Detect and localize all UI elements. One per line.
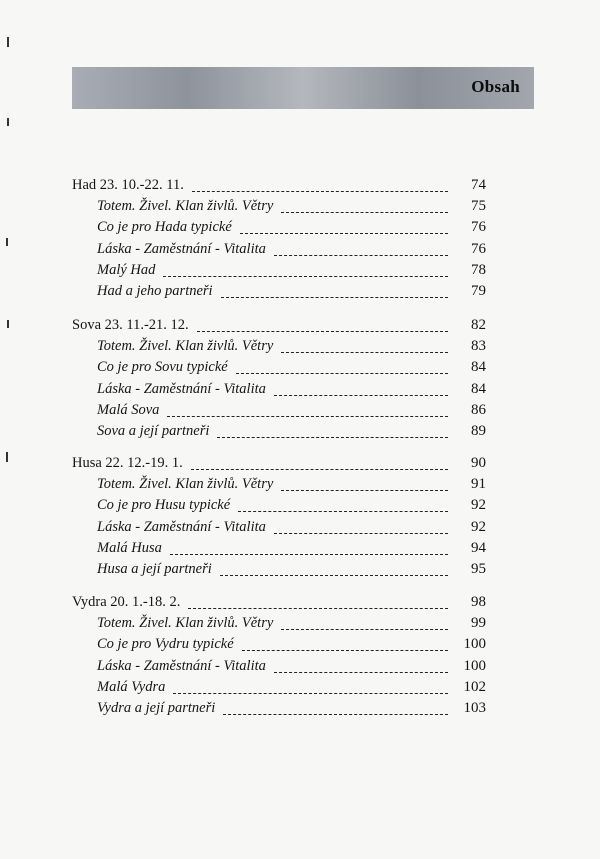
toc-entry-row [0, 260, 600, 282]
toc-entry-label: Co je pro Sovu typické [97, 359, 228, 376]
dot-leader [217, 437, 448, 438]
toc-entry-label: Vydra a její partneři [97, 700, 216, 716]
toc-entry-row [0, 357, 600, 379]
toc-page-number: 94 [471, 539, 486, 556]
toc-entry-row [0, 281, 600, 303]
dot-leader [173, 693, 448, 694]
dot-leader [274, 533, 448, 534]
dot-leader [163, 276, 448, 277]
toc-entry-label: Láska - Zaměstnání - Vitalita [97, 657, 266, 674]
toc-entry-row [0, 239, 600, 261]
toc-page-number: 86 [471, 401, 486, 418]
toc-section-row [0, 592, 600, 614]
dot-leader [238, 511, 448, 512]
toc-page-number: 103 [463, 700, 486, 716]
toc-page-number: 99 [471, 615, 486, 632]
toc-entry-row [0, 613, 600, 635]
toc-entry-label: Malá Husa [97, 539, 162, 556]
dot-leader [192, 191, 448, 192]
dot-leader [274, 672, 448, 673]
dot-leader [281, 212, 448, 213]
toc-entry-row [0, 698, 600, 720]
dot-leader [242, 650, 448, 651]
toc-entry-label: Malá Sova [97, 401, 160, 418]
toc-entry-row [0, 677, 600, 699]
dot-leader [191, 469, 448, 470]
toc-page-number: 75 [471, 198, 486, 215]
toc-page-number: 78 [471, 261, 486, 278]
dot-leader [274, 255, 448, 256]
toc-entry-row [0, 196, 600, 218]
toc-entry-label: Totem. Živel. Klan živlů. Větry [97, 338, 274, 355]
toc-entry-label: Malý Had [97, 261, 156, 278]
dot-leader [281, 629, 448, 630]
toc-entry-row [0, 634, 600, 656]
dot-leader [197, 331, 448, 332]
dot-leader [240, 233, 448, 234]
dot-leader [221, 297, 448, 298]
dot-leader [281, 352, 448, 353]
dot-leader [170, 554, 448, 555]
dot-leader [188, 608, 448, 609]
toc-page-number: 83 [471, 338, 486, 355]
toc-page-number: 82 [471, 317, 486, 333]
dot-leader [236, 373, 448, 374]
dot-leader [281, 490, 448, 491]
toc-entry-row [0, 379, 600, 401]
toc-page-number: 89 [471, 423, 486, 439]
toc-entry-label: Husa a její partneři [97, 561, 212, 577]
toc-entry-label: Malá Vydra [97, 678, 166, 695]
toc-page-number: 95 [471, 561, 486, 577]
toc-entry-row [0, 421, 600, 443]
toc-page-number: 92 [471, 497, 486, 514]
toc-page-number: 98 [471, 594, 486, 610]
toc-entry-label: Totem. Živel. Klan živlů. Větry [97, 615, 274, 632]
toc-entry-label: Had a jeho partneři [97, 283, 213, 299]
dot-leader [223, 714, 448, 715]
dot-leader [220, 575, 448, 576]
toc-page-number: 91 [471, 476, 486, 493]
toc-entry-row [0, 656, 600, 678]
toc-entry-label: Sova a její partneři [97, 423, 210, 439]
dot-leader [274, 395, 448, 396]
dot-leader [167, 416, 448, 417]
toc-entry-label: Láska - Zaměstnání - Vitalita [97, 240, 266, 257]
toc-page-number: 84 [471, 380, 486, 397]
toc-section-label: Sova 23. 11.-21. 12. [72, 317, 189, 333]
toc-entry-row [0, 559, 600, 581]
toc-entry-row [0, 400, 600, 422]
toc-page-number: 76 [471, 219, 486, 236]
toc-entry-label: Totem. Živel. Klan živlů. Větry [97, 476, 274, 493]
toc-section-label: Vydra 20. 1.-18. 2. [72, 594, 181, 610]
toc-section-label: Had 23. 10.-22. 11. [72, 177, 184, 193]
toc-entry-label: Totem. Živel. Klan živlů. Větry [97, 198, 274, 215]
toc-section-label: Husa 22. 12.-19. 1. [72, 455, 183, 471]
toc-entry-label: Láska - Zaměstnání - Vitalita [97, 518, 266, 535]
toc-entry-row [0, 517, 600, 539]
toc-entry-row [0, 538, 600, 560]
page-title: Obsah [471, 77, 520, 96]
toc-page-number: 76 [471, 240, 486, 257]
toc-entry-label: Láska - Zaměstnání - Vitalita [97, 380, 266, 397]
toc-entry-row [0, 336, 600, 358]
toc-page-number: 92 [471, 518, 486, 535]
toc-section-row [0, 315, 600, 337]
toc-section-row [0, 453, 600, 475]
toc-entry-label: Co je pro Vydru typické [97, 636, 234, 653]
toc-entry-label: Co je pro Hada typické [97, 219, 232, 236]
toc-page-number: 100 [463, 657, 486, 674]
toc-page-number: 84 [471, 359, 486, 376]
toc-page-number: 74 [471, 177, 486, 193]
toc-page-number: 79 [471, 283, 486, 299]
toc-page-number: 100 [463, 636, 486, 653]
toc-page-number: 102 [463, 678, 486, 695]
toc-entry-row [0, 474, 600, 496]
toc-entry-label: Co je pro Husu typické [97, 497, 231, 514]
toc-entry-row [0, 217, 600, 239]
toc-section-row [0, 175, 600, 197]
toc-entry-row [0, 495, 600, 517]
toc-page-number: 90 [471, 455, 486, 471]
